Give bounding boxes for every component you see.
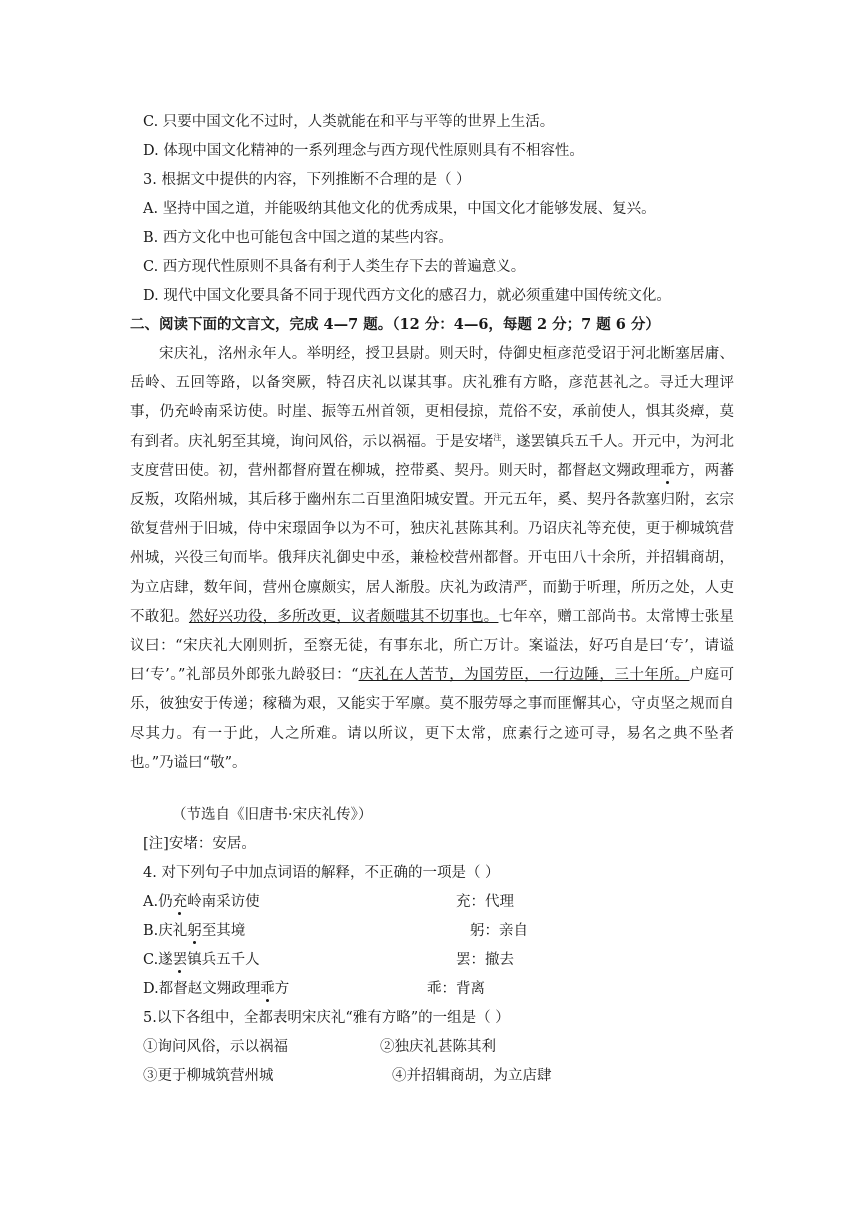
- q5-item-2: ②独庆礼甚陈其利: [380, 1039, 496, 1055]
- q4-c-text-end: 镇兵五千人: [187, 952, 260, 968]
- section-2-heading: 二、阅读下面的文言文，完成 4—7 题。（12 分：4—6，每题 2 分；7 题 6 分）: [130, 316, 660, 333]
- source-citation: （节选自《旧唐书·宋庆礼传》）: [172, 807, 373, 823]
- q4-option-d-gloss: 乖：背离: [427, 981, 485, 997]
- q3-option-d: D. 现代中国文化要具备不同于现代西方文化的感召力，就必须重建中国传统文化。: [143, 288, 671, 304]
- classical-passage: [130, 340, 734, 778]
- q4-option-b-gloss: 躬：亲自: [470, 923, 528, 939]
- q5-item-4: ④并招辑商胡，为立店肆: [392, 1068, 552, 1084]
- q4-stem: 4. 对下列句子中加点词语的解释，不正确的一项是（ ）: [143, 865, 500, 881]
- underlined-sentence-1: 然好兴功役，多所改更，议者颇嗤其不切事也。: [188, 608, 499, 625]
- q4-c-dotted-word: 罢: [172, 952, 188, 968]
- q4-b-dotted-word: 躬: [187, 923, 202, 939]
- q4-d-dotted-word: 乖: [260, 981, 275, 997]
- passage-text-3: 方，两蕃反叛，攻陷州城，其后移于幽州东二百里渔阳城安置。开元五年，奚、契丹各款塞归附，玄宗欲复营州于旧城，侍中宋璟固争以为不可，独庆礼甚陈其利。乃诏庆礼等充使，更于柳城筑营州城，兴役三旬而毕。俄拜庆礼御史中丞，兼检校营州都督。开屯田八十余所，并招辑商胡，为立店肆，数年间，营州仓廪颇实，居人渐殷。庆礼为政清严，而勤于听理，所历之处，人吏不敢犯。: [130, 462, 735, 625]
- q4-option-d: [143, 979, 289, 999]
- q4-option-a-gloss: 充：代理: [456, 894, 514, 910]
- q4-a-dotted-word: 充: [172, 894, 188, 910]
- q4-option-c-gloss: 罢：撤去: [456, 952, 514, 968]
- q5-item-3: ③更于柳城筑营州城: [143, 1068, 274, 1084]
- q4-option-a: [143, 892, 260, 912]
- q4-d-text: D.都督赵文翙政理: [143, 981, 261, 997]
- q4-a-text: A.仍: [143, 894, 173, 910]
- passage-text-5: 户庭可乐，彼独安于传递；稼穑为艰，又能实于军廪。莫不服劳辱之事而匪懈其心，守贞坚之规而自尽其力。有一于此，人之所难。请以所议，更下太常，庶素行之迹可寻，易名之典不坠者也。”乃谥曰“敬”。: [130, 667, 735, 771]
- q4-b-text-end: 至其境: [201, 923, 246, 939]
- q4-option-c: [143, 950, 260, 970]
- q3-option-c: C. 西方现代性原则不具备有利于人类生存下去的普遍意义。: [143, 259, 526, 275]
- dotted-word-guai: 乖: [660, 462, 676, 479]
- q4-d-text-end: 方: [274, 981, 290, 997]
- q2-option-c: C. 只要中国文化不过时，人类就能在和平与平等的世界上生活。: [143, 114, 555, 130]
- q3-option-b: B. 西方文化中也可能包含中国之道的某些内容。: [143, 230, 453, 246]
- q4-option-b: [143, 921, 245, 941]
- passage-text-1: 宋庆礼，洺州永年人。举明经，授卫县尉。则天时，侍御史桓彦范受诏于河北断塞居庸、岳岭、五回等路，以备突厥，特召庆礼以谋其事。庆礼雅有方略，彦范甚礼之。寻迁大理评事，仍充岭南采访使。时崖、振等五州首领，更相侵掠，荒俗不安，承前使人，惧其炎瘴，莫有到者。庆礼躬至其境，询问风俗，示以祸福。于是安堵: [130, 346, 734, 450]
- q4-c-text: C.遂: [143, 952, 173, 968]
- q4-a-text-end: 岭南采访使: [187, 894, 260, 910]
- footnote: [注]安堵：安居。: [143, 836, 256, 852]
- passage-text-4: 七年卒，赠工部尚书。太常博士张星议曰：“宋庆礼大刚则折，至察无徒，有事东北，所亡万计。案谥法，好巧自是曰‘专’，请谥曰‘专’。”礼部员外郎张九龄驳曰：“: [130, 608, 735, 684]
- passage-text-2: ，遂罢镇兵五千人。开元中，为河北支度营田使。初，营州都督府置在柳城，控带奚、契丹。则天时，都督赵文翙政理: [130, 433, 735, 479]
- footnote-marker: 注: [493, 432, 502, 442]
- q3-stem: 3. 根据文中提供的内容，下列推断不合理的是（ ）: [143, 172, 471, 188]
- underlined-sentence-2: 庆礼在人苦节，为国劳臣，一行边陲，三十年所。: [358, 667, 690, 684]
- q4-b-text: B.庆礼: [143, 923, 188, 939]
- q2-option-d: D. 体现中国文化精神的一系列理念与西方现代性原则具有不相容性。: [143, 143, 584, 159]
- q3-option-a: A. 坚持中国之道，并能吸纳其他文化的优秀成果，中国文化才能够发展、复兴。: [143, 201, 656, 217]
- q5-stem: 5.以下各组中，全都表明宋庆礼“雅有方略”的一组是（ ）: [143, 1010, 510, 1026]
- q5-item-1: ①询问风俗，示以祸福: [143, 1039, 288, 1055]
